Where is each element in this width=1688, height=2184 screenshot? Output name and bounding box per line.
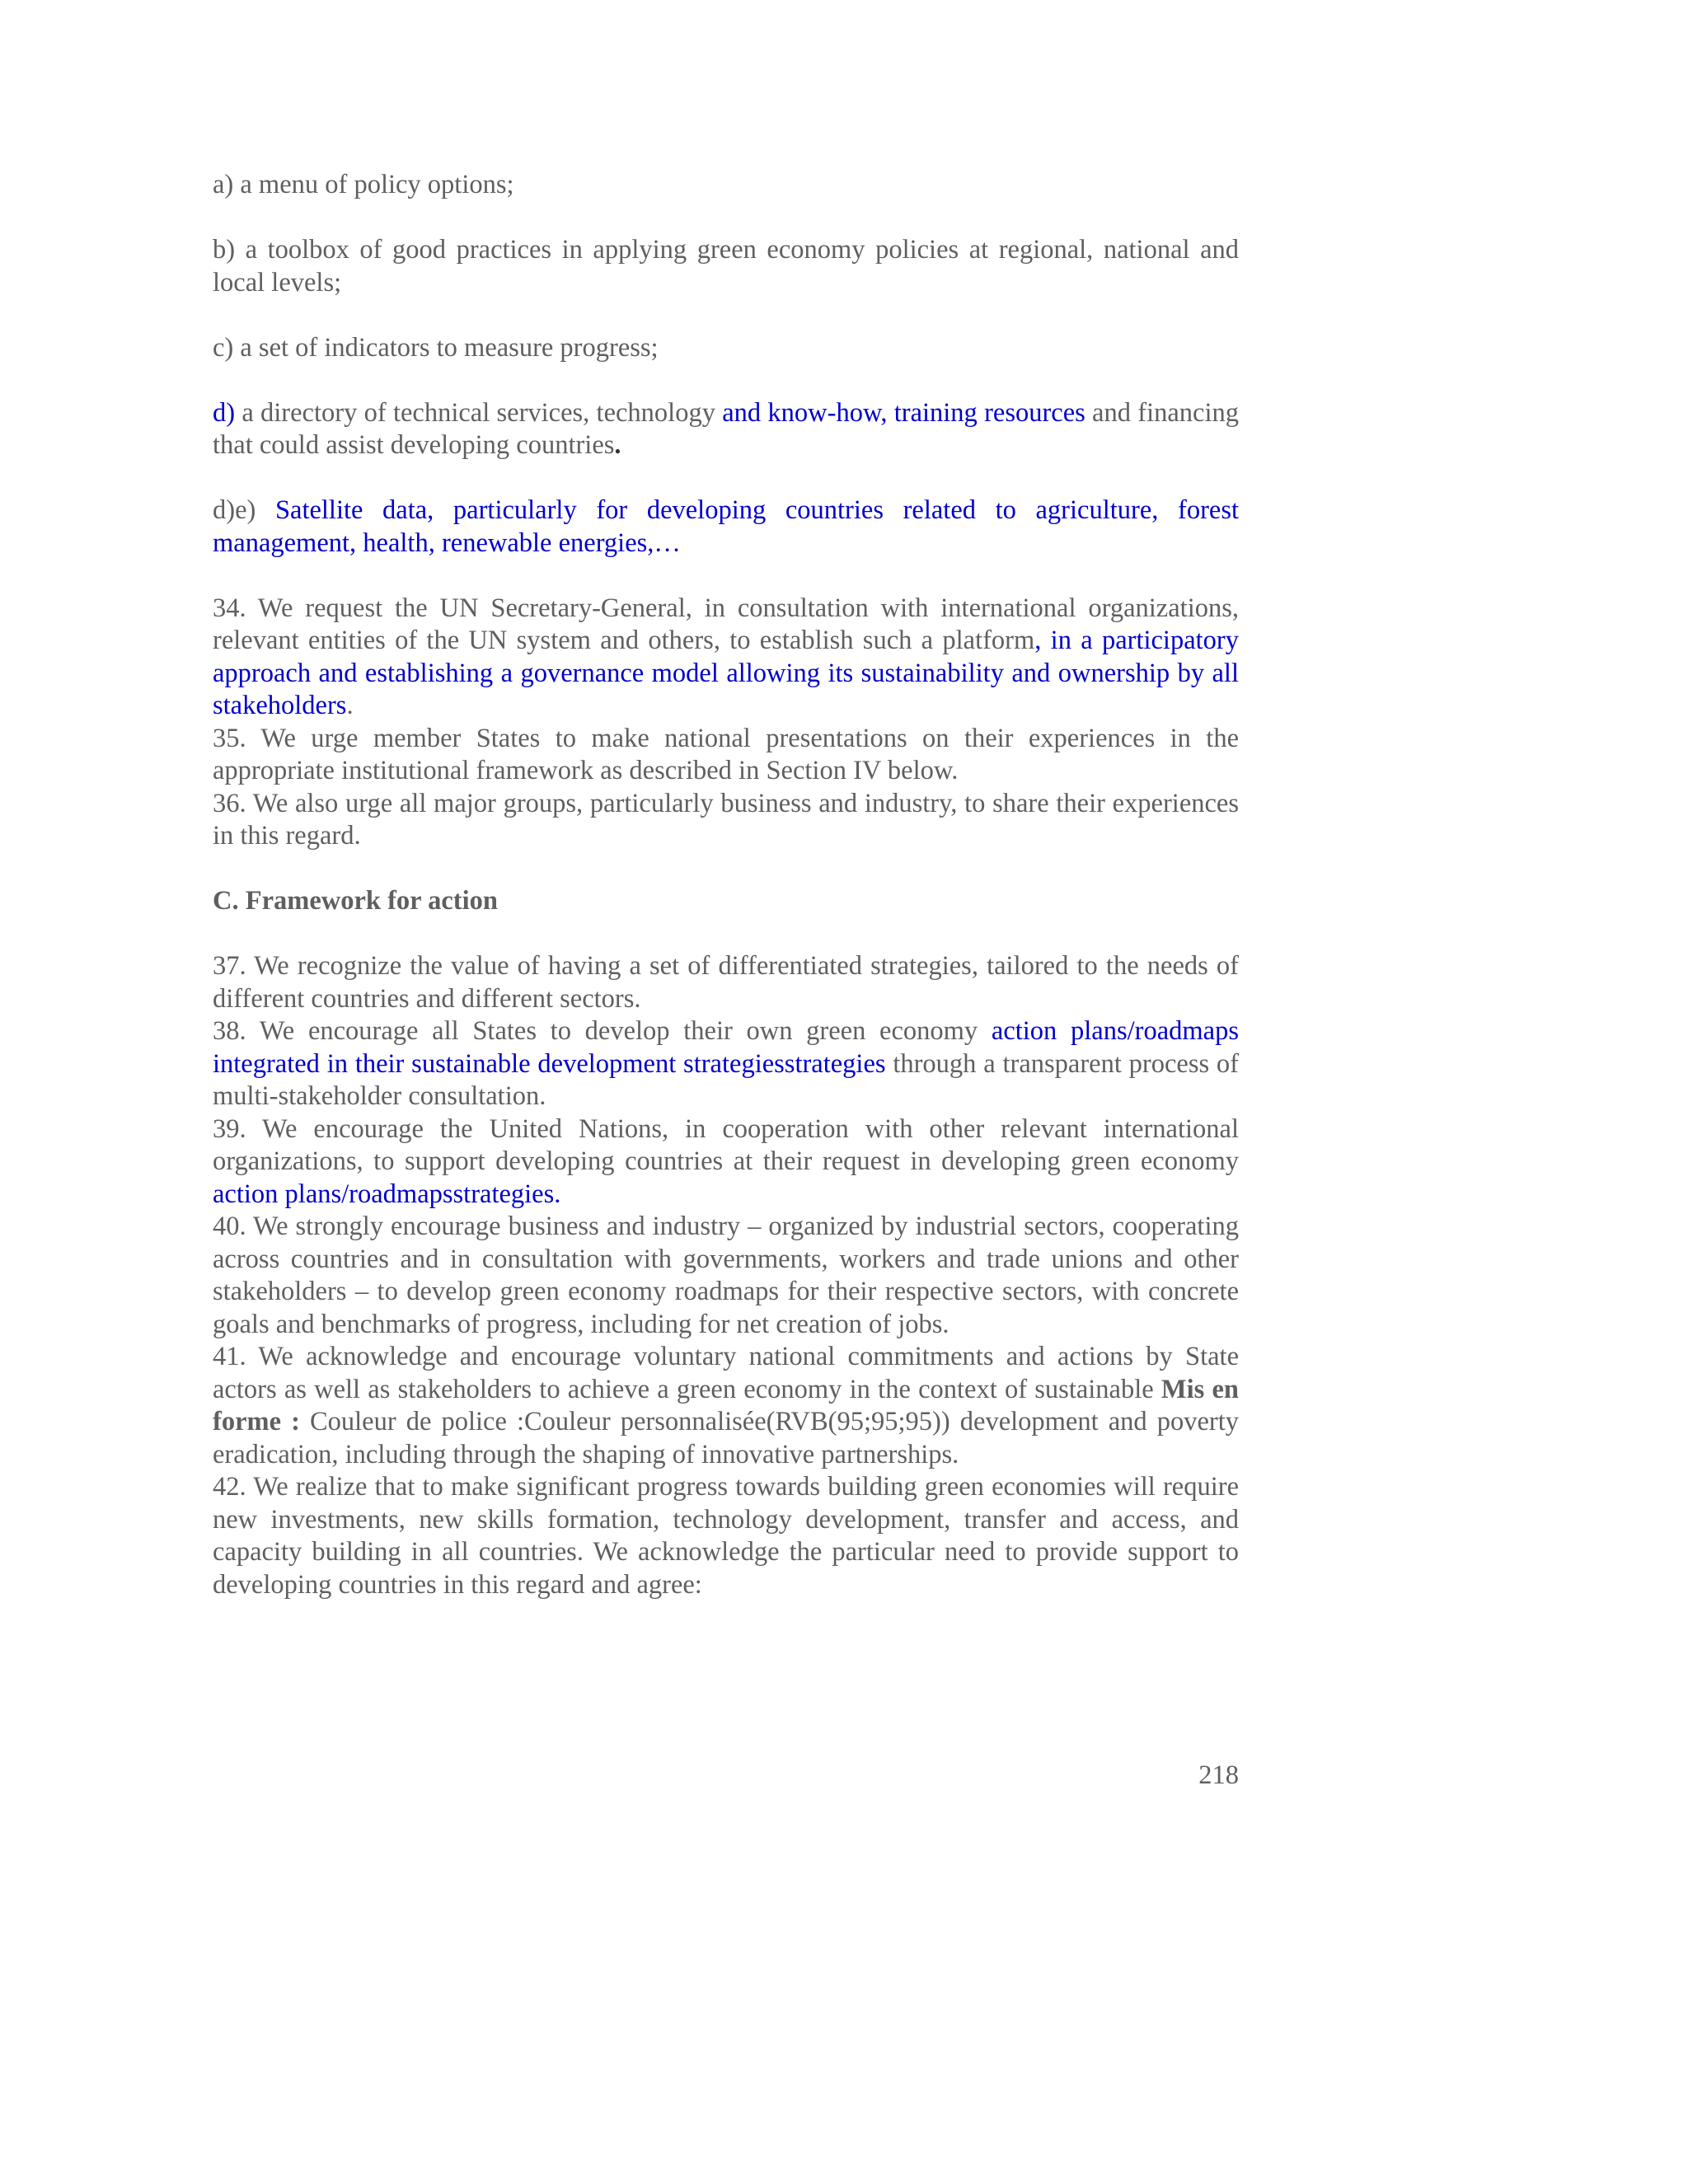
paragraph-37: 37. We recognize the value of having a set of differentiated strategies, tailored to the needs of different countries and different sectors. xyxy=(213,951,1239,1014)
paragraph-34-text: 34. We request the UN Secretary-General, in consultation with international organizations, relevant entities of the UN system and others, to establish such a platform xyxy=(213,593,1239,655)
list-item-e-inserted-text: Satellite data, particularly for developing countries related to agriculture, forest management, health, renewable energies,… xyxy=(213,495,1239,558)
list-item-e-label: d)e) xyxy=(213,495,275,525)
paragraph-35: 35. We urge member States to make national presentations on their experiences in the appropriate institutional framework as described in Section IV below. xyxy=(213,723,1239,785)
formatting-note-text: Couleur de police :Couleur personnalisée(RVB(95;95;95)) xyxy=(299,1407,950,1436)
list-item-d xyxy=(213,397,1239,462)
paragraph-38-text: 38. We encourage all States to develop their own green economy xyxy=(213,1016,992,1046)
list-item-d-text-end: and financing that could assist developing countries xyxy=(213,397,1239,460)
list-item-c: c) a set of indicators to measure progress; xyxy=(213,332,659,363)
list-item-d-label: d) xyxy=(213,397,236,428)
paragraph-38 xyxy=(213,1015,1239,1113)
list-item-d-period: . xyxy=(614,430,621,460)
paragraph-36: 36. We also urge all major groups, particularly business and industry, to share their experiences in this regard. xyxy=(213,788,1239,851)
paragraph-39-text: 39. We encourage the United Nations, in cooperation with other relevant international organizations, to support developing countries at their request in developing green economy xyxy=(213,1113,1239,1176)
paragraph-41-text-end: development and poverty eradication, including through the shaping of innovative partnerships. xyxy=(213,1407,1239,1469)
paragraph-38-text-end: through a transparent process of multi-stakeholder consultation. xyxy=(213,1048,1239,1111)
formatting-note-label: Mis en forme : xyxy=(213,1374,1240,1436)
paragraph-34-inserted-text: , in a participatory approach and establishing a governance model allowing its sustainability and ownership by all stakeholders xyxy=(213,626,1239,720)
paragraph-41 xyxy=(213,1341,1239,1471)
list-item-d-text: a directory of technical services, technology xyxy=(235,397,723,428)
list-item-b: b) a toolbox of good practices in applying green economy policies at regional, national and local levels; xyxy=(213,235,1239,298)
list-item-d-inserted-text: and know-how, training resources xyxy=(722,397,1085,428)
paragraph-39-period: . xyxy=(554,1179,561,1209)
paragraph-34-period: . xyxy=(346,691,354,720)
document-page xyxy=(213,169,1239,1601)
paragraph-40: 40. We strongly encourage business and industry – organized by industrial sectors, cooperating across countries and in consultation with governments, workers and trade unions and other stakeholders – to develop green economy roadmaps for their respective sectors, with concrete goals and benchmarks of progress, including for net creation of jobs. xyxy=(213,1212,1239,1339)
page-number: 218 xyxy=(1198,1760,1239,1790)
paragraph-34 xyxy=(213,593,1239,723)
paragraph-38-inserted-text: action plans/roadmaps integrated in their sustainable development strategiesstrategies xyxy=(213,1016,1239,1079)
paragraph-41-text: 41. We acknowledge and encourage voluntary national commitments and actions by State actors as well as stakeholders to achieve a green economy in the context of sustainable xyxy=(213,1342,1239,1404)
paragraph-39 xyxy=(213,1113,1239,1212)
list-item-a: a) a menu of policy options; xyxy=(213,170,514,199)
list-item-e xyxy=(213,494,1239,560)
paragraph-39-inserted-text: action plans/roadmapsstrategies xyxy=(213,1179,555,1209)
paragraph-42: 42. We realize that to make significant progress towards building green economies will require new investments, new skills formation, technology development, transfer and access, and capacity building in all countries. We acknowledge the particular need to provide support to developing countries in this regard and agree: xyxy=(213,1472,1239,1600)
section-heading-c: C. Framework for action xyxy=(213,886,498,916)
